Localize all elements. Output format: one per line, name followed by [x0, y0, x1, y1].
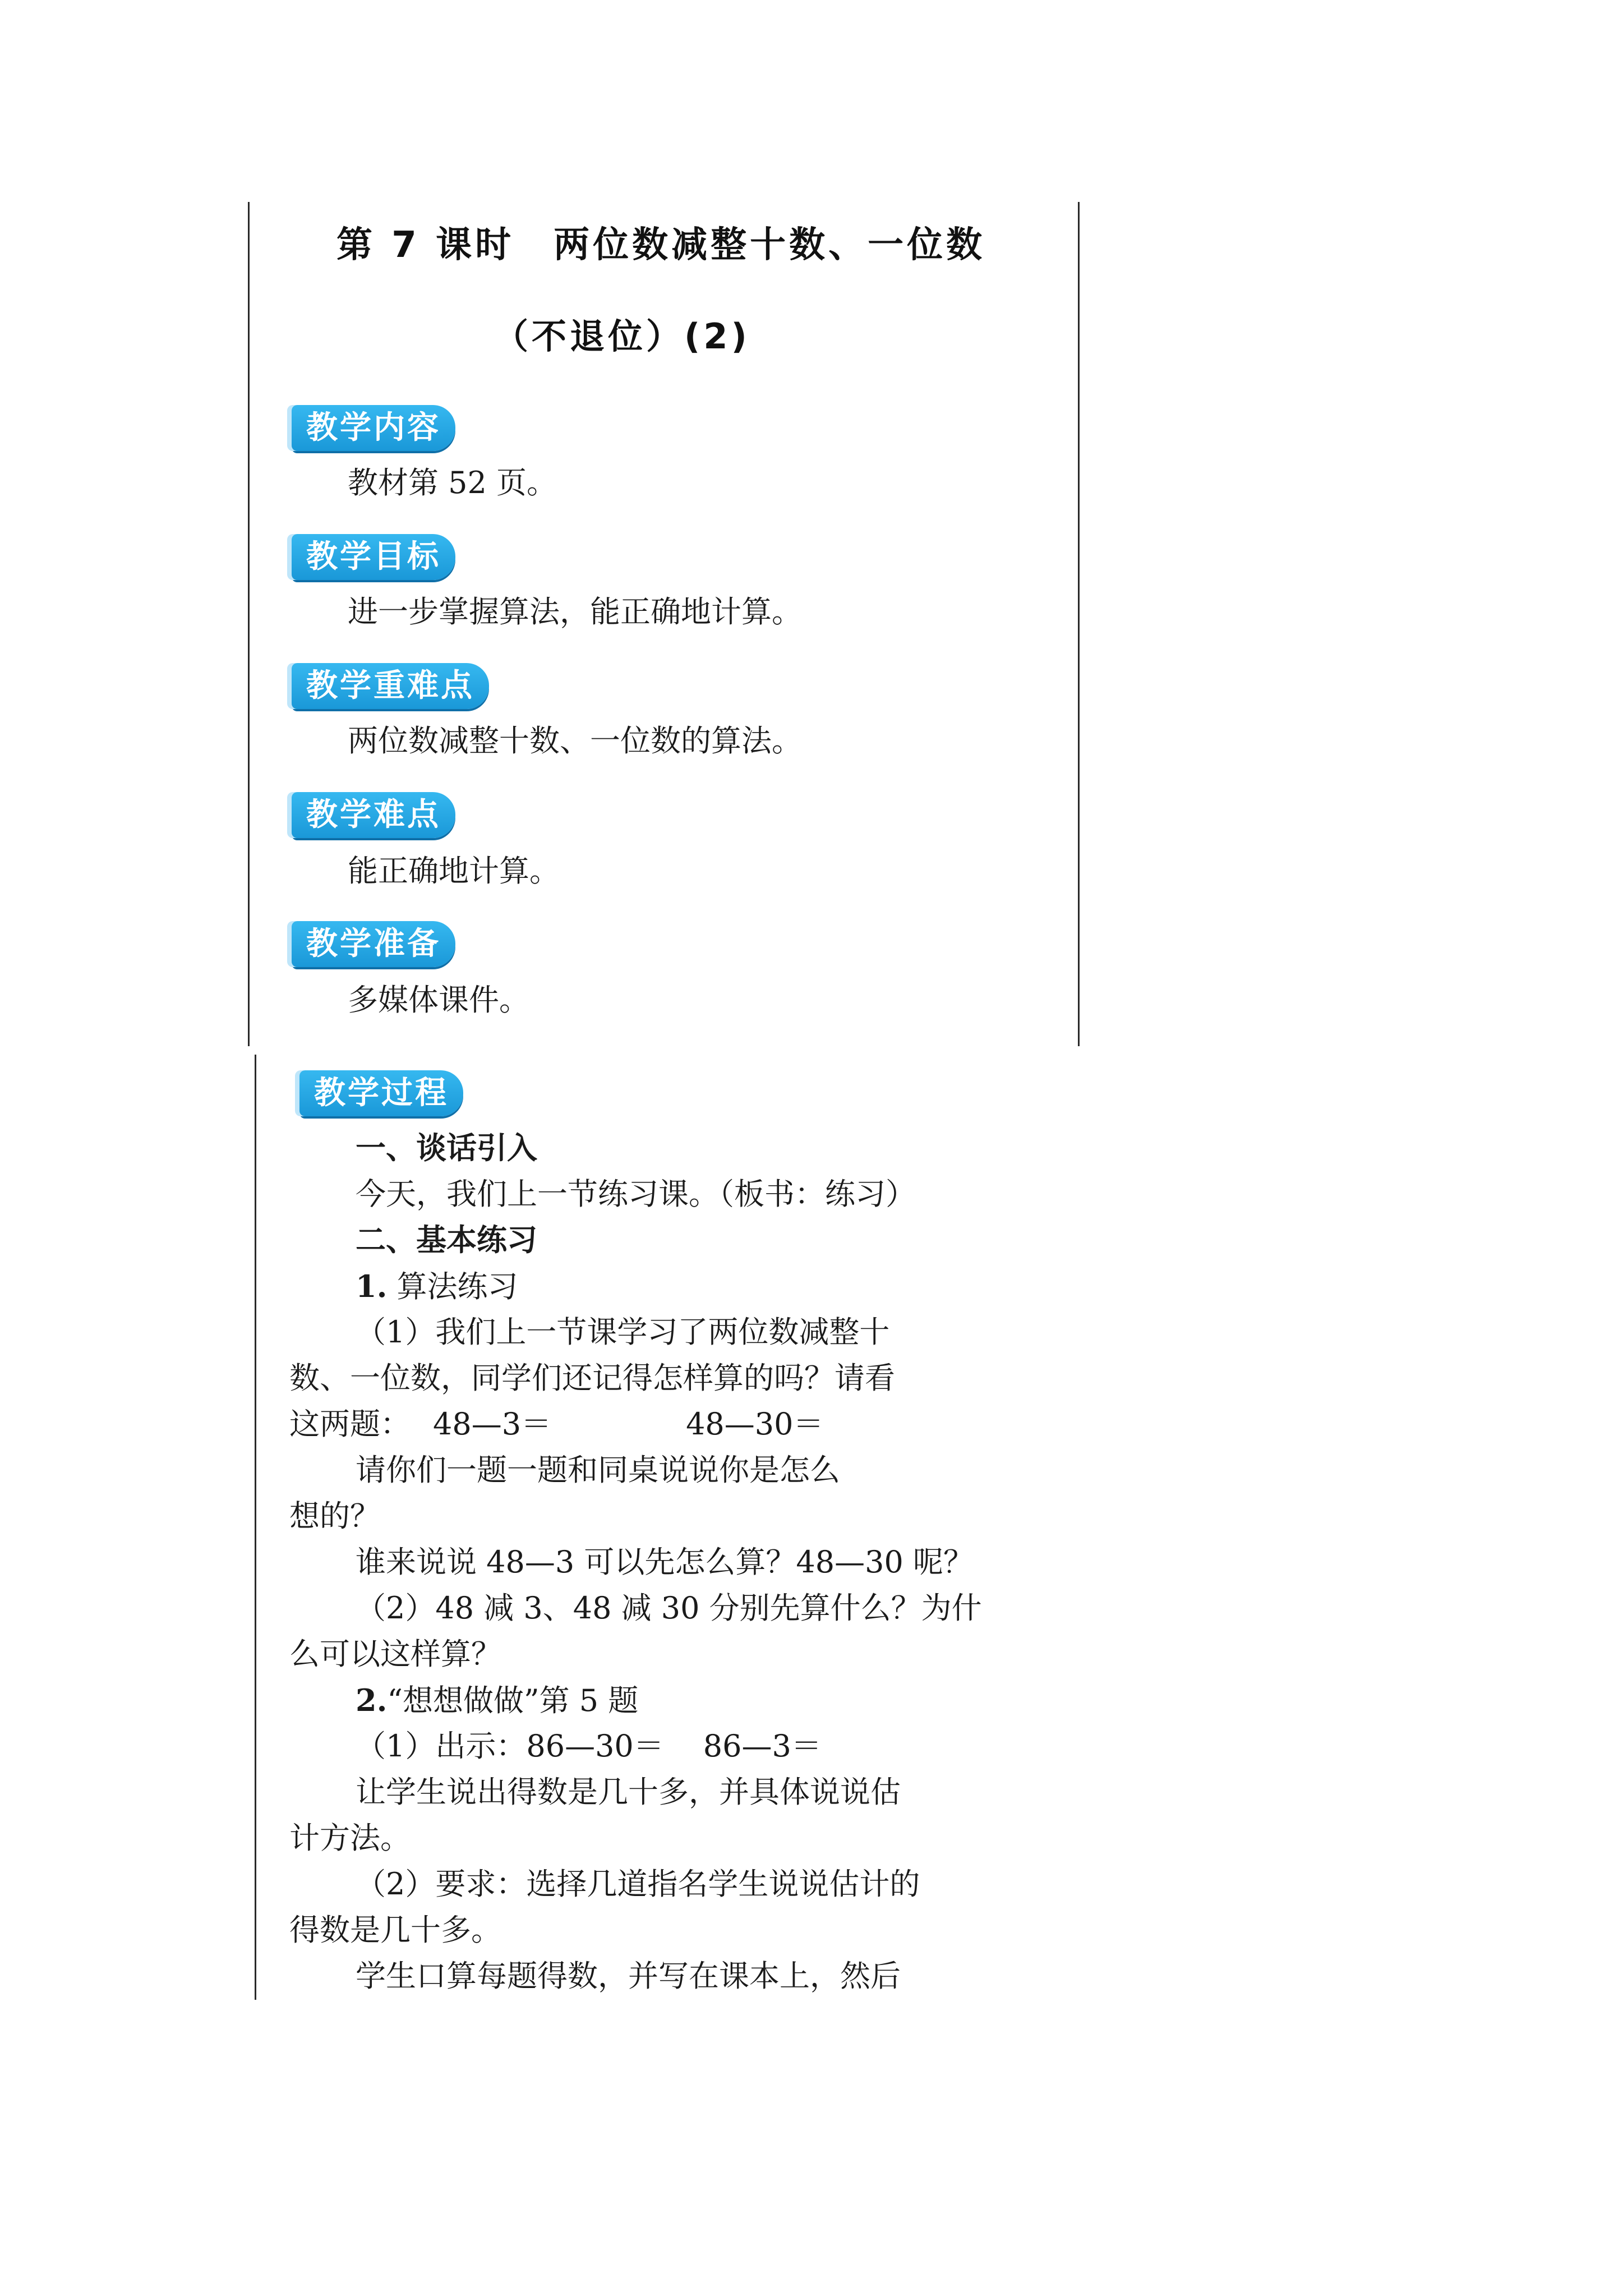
section-tag-difficulty: 教学难点 [292, 792, 455, 838]
process-line: 么可以这样算？ [289, 1636, 501, 1672]
item-number: 2. [356, 1682, 388, 1718]
process-line: 让学生说出得数是几十多，并具体说说估 [356, 1774, 901, 1810]
section-text-preparation: 多媒体课件。 [348, 982, 529, 1018]
section-tag-key-points: 教学重难点 [292, 663, 489, 709]
process-line: 请你们一题一题和同桌说说你是怎么 [356, 1452, 840, 1488]
section-tag-preparation: 教学准备 [292, 921, 455, 967]
lesson-title-main: 两位数减整十数、一位数 [554, 224, 986, 266]
item-number: 1. [356, 1268, 388, 1304]
section-text-key-points: 两位数减整十数、一位数的算法。 [348, 723, 802, 758]
lesson-number: 第 7 课时 [336, 224, 515, 266]
process-item-2 [356, 1677, 638, 1724]
frame-left-line-bottom [255, 1055, 256, 2000]
section-tag-process: 教学过程 [299, 1070, 463, 1116]
process-line [289, 1401, 824, 1447]
section-text-goals: 进一步掌握算法，能正确地计算。 [348, 594, 802, 629]
equation-48-30: 48—30＝ [686, 1406, 824, 1442]
section-tag-goals: 教学目标 [292, 534, 455, 580]
process-line: （1）我们上一节课学习了两位数减整十 [356, 1314, 890, 1350]
equation-86-3: 86—3＝ [703, 1728, 822, 1764]
process-line: 今天，我们上一节练习课。（板书：练习） [356, 1176, 916, 1212]
lesson-subtitle: （不退位）(2) [494, 316, 750, 357]
frame-right-line-top [1078, 202, 1080, 1046]
lesson-title [336, 216, 985, 268]
process-heading-intro: 一、谈话引入 [356, 1130, 537, 1166]
process-line: （2）48 减 3、48 减 30 分别先算什么？为什 [356, 1590, 982, 1626]
equation-prefix: 这两题： [289, 1406, 411, 1442]
equation-48-3: 48—3＝ [433, 1406, 552, 1442]
item-label: 算法练习 [396, 1269, 518, 1304]
process-line: 计方法。 [289, 1820, 411, 1856]
process-line [356, 1723, 822, 1769]
process-line: 数、一位数，同学们还记得怎样算的吗？请看 [289, 1360, 895, 1396]
process-line: （2）要求：选择几道指名学生说说估计的 [356, 1866, 920, 1902]
process-line: 得数是几十多。 [289, 1912, 501, 1948]
section-text-content: 教材第 52 页。 [348, 465, 557, 500]
equation-86-30: （1）出示：86—30＝ [356, 1728, 664, 1764]
process-line: 学生口算每题得数，并写在课本上，然后 [356, 1958, 901, 1994]
section-text-difficulty: 能正确地计算。 [348, 853, 560, 889]
process-line: 想的？ [289, 1498, 380, 1534]
process-line: 谁来说说 48—3 可以先怎么算？48—30 呢？ [356, 1544, 974, 1580]
section-tag-content: 教学内容 [292, 405, 455, 451]
item-label: “想想做做”第 5 题 [387, 1683, 639, 1718]
process-item-1 [356, 1263, 518, 1310]
frame-left-line-top [248, 202, 250, 1046]
process-heading-practice: 二、基本练习 [356, 1222, 537, 1258]
